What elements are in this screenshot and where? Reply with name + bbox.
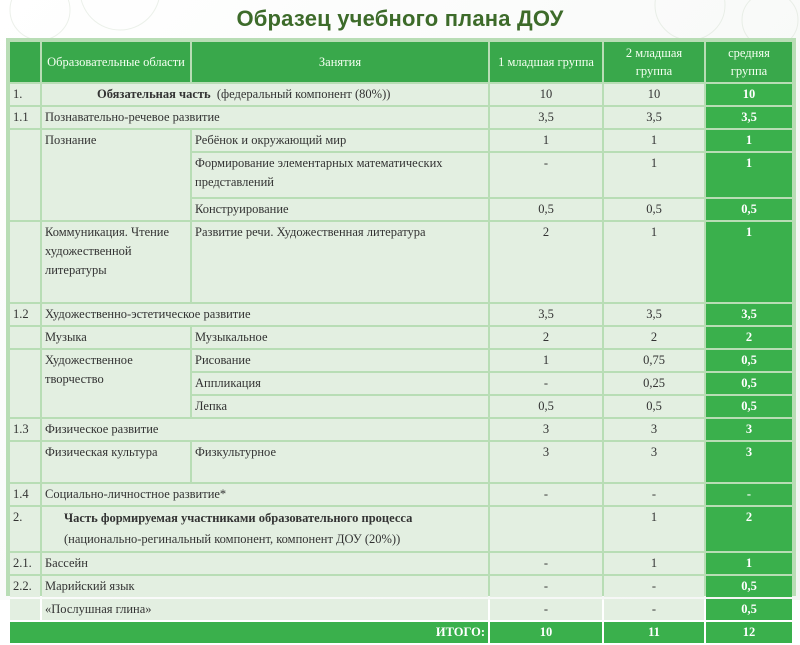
table-row — [10, 442, 792, 482]
header-lessons: Занятия — [192, 42, 488, 82]
cell-g1: 1 — [490, 130, 602, 151]
cell-g1: - — [490, 553, 602, 574]
table-row — [10, 84, 792, 105]
cell-g3: 0,5 — [706, 199, 792, 220]
area-cell: Физическая культура — [42, 442, 190, 482]
table-row — [10, 576, 792, 597]
row-number — [10, 599, 40, 620]
section-title: Часть формируемая участниками образовательного процесса — [64, 511, 413, 525]
total-g2: 11 — [604, 622, 704, 643]
cell-g3: 0,5 — [706, 599, 792, 620]
cell-g1: 2 — [490, 222, 602, 302]
cell-g1: 3,5 — [490, 304, 602, 325]
header-row — [10, 42, 792, 82]
cell-g3: 1 — [706, 153, 792, 197]
cell-g1: 10 — [490, 84, 602, 105]
section-note: (федеральный компонент (80%)) — [216, 87, 391, 101]
cell-g2: 1 — [604, 553, 704, 574]
table-row — [10, 484, 792, 505]
cell-g2: 2 — [604, 327, 704, 348]
lesson-cell: Формирование элементарных математических представлений — [192, 153, 488, 197]
row-label: «Послушная глина» — [42, 599, 488, 620]
row-number: 1.2 — [10, 304, 40, 325]
total-label: ИТОГО: — [10, 622, 488, 643]
cell-g3: 3 — [706, 442, 792, 482]
row-number — [10, 222, 40, 302]
area-cell: Художественное творчество — [42, 350, 190, 417]
cell-g2: 10 — [604, 84, 704, 105]
cell-g2: - — [604, 576, 704, 597]
section-note: (национально-регинальный компонент, компонент ДОУ (20%)) — [64, 532, 401, 546]
section-title: Обязательная часть — [97, 87, 211, 101]
lesson-cell: Музыкальное — [192, 327, 488, 348]
lesson-cell: Лепка — [192, 396, 488, 417]
cell-g3: 0,5 — [706, 373, 792, 394]
cell-g1: - — [490, 599, 602, 620]
row-label: Физическое развитие — [42, 419, 488, 440]
cell-g3: 2 — [706, 327, 792, 348]
cell-g3: 1 — [706, 222, 792, 302]
row-number: 1.3 — [10, 419, 40, 440]
cell-g1: - — [490, 373, 602, 394]
table-row — [10, 327, 792, 348]
cell-g3: 10 — [706, 84, 792, 105]
cell-g1: 3 — [490, 442, 602, 482]
cell-g3: 0,5 — [706, 396, 792, 417]
area-cell: Коммуникация. Чтение художественной литературы — [42, 222, 190, 302]
cell-g2: 1 — [604, 507, 704, 551]
cell-g3: 3,5 — [706, 107, 792, 128]
table-row — [10, 304, 792, 325]
cell-g3: - — [706, 484, 792, 505]
cell-g1: - — [490, 153, 602, 197]
row-number: 1.4 — [10, 484, 40, 505]
cell-g3: 0,5 — [706, 350, 792, 371]
table-row — [10, 599, 792, 620]
table-row — [10, 222, 792, 302]
cell-g1: 3,5 — [490, 107, 602, 128]
total-row — [10, 622, 792, 643]
curriculum-table — [8, 40, 794, 645]
cell-g2: - — [604, 484, 704, 505]
table-row — [10, 507, 792, 551]
cell-g2: 3 — [604, 419, 704, 440]
cell-g1: - — [490, 484, 602, 505]
row-number: 2.1. — [10, 553, 40, 574]
total-g1: 10 — [490, 622, 602, 643]
page-title: Образец учебного плана ДОУ — [236, 6, 564, 31]
cell-g1 — [490, 507, 602, 551]
lesson-cell: Конструирование — [192, 199, 488, 220]
cell-g2: 0,5 — [604, 396, 704, 417]
row-label: Марийский язык — [42, 576, 488, 597]
row-number: 2.2. — [10, 576, 40, 597]
cell-g1: 0,5 — [490, 199, 602, 220]
cell-g1: 3 — [490, 419, 602, 440]
table-row — [10, 107, 792, 128]
lesson-cell: Ребёнок и окружающий мир — [192, 130, 488, 151]
cell-g3: 3 — [706, 419, 792, 440]
row-label — [42, 507, 488, 551]
table-row — [10, 419, 792, 440]
cell-g3: 1 — [706, 553, 792, 574]
table-row — [10, 350, 792, 371]
row-number: 1.1 — [10, 107, 40, 128]
cell-g2: 1 — [604, 153, 704, 197]
cell-g2: 1 — [604, 222, 704, 302]
area-cell: Познание — [42, 130, 190, 220]
cell-g1: 2 — [490, 327, 602, 348]
row-number: 1. — [10, 84, 40, 105]
row-label — [42, 84, 488, 105]
lesson-cell: Физкультурное — [192, 442, 488, 482]
header-group-2: 2 младшая группа — [604, 42, 704, 82]
header-areas: Образовательные области — [42, 42, 190, 82]
cell-g2: 1 — [604, 130, 704, 151]
row-number — [10, 442, 40, 482]
table-row — [10, 130, 792, 151]
lesson-cell: Развитие речи. Художественная литература — [192, 222, 488, 302]
row-number — [10, 327, 40, 348]
area-cell: Музыка — [42, 327, 190, 348]
row-number: 2. — [10, 507, 40, 551]
cell-g2: 3,5 — [604, 107, 704, 128]
lesson-cell: Рисование — [192, 350, 488, 371]
row-label: Познавательно-речевое развитие — [42, 107, 488, 128]
header-group-1: 1 младшая группа — [490, 42, 602, 82]
lesson-cell: Аппликация — [192, 373, 488, 394]
header-num — [10, 42, 40, 82]
cell-g2: 3 — [604, 442, 704, 482]
total-g3: 12 — [706, 622, 792, 643]
cell-g3: 0,5 — [706, 576, 792, 597]
row-label: Бассейн — [42, 553, 488, 574]
cell-g2: - — [604, 599, 704, 620]
cell-g2: 3,5 — [604, 304, 704, 325]
cell-g1: 0,5 — [490, 396, 602, 417]
row-label: Социально-личностное развитие* — [42, 484, 488, 505]
header-group-3: средняя группа — [706, 42, 792, 82]
cell-g1: - — [490, 576, 602, 597]
cell-g3: 1 — [706, 130, 792, 151]
cell-g2: 0,5 — [604, 199, 704, 220]
row-number — [10, 130, 40, 220]
cell-g3: 3,5 — [706, 304, 792, 325]
row-number — [10, 350, 40, 417]
cell-g2: 0,25 — [604, 373, 704, 394]
cell-g2: 0,75 — [604, 350, 704, 371]
cell-g3: 2 — [706, 507, 792, 551]
table-row — [10, 553, 792, 574]
row-label: Художественно-эстетическое развитие — [42, 304, 488, 325]
cell-g1: 1 — [490, 350, 602, 371]
